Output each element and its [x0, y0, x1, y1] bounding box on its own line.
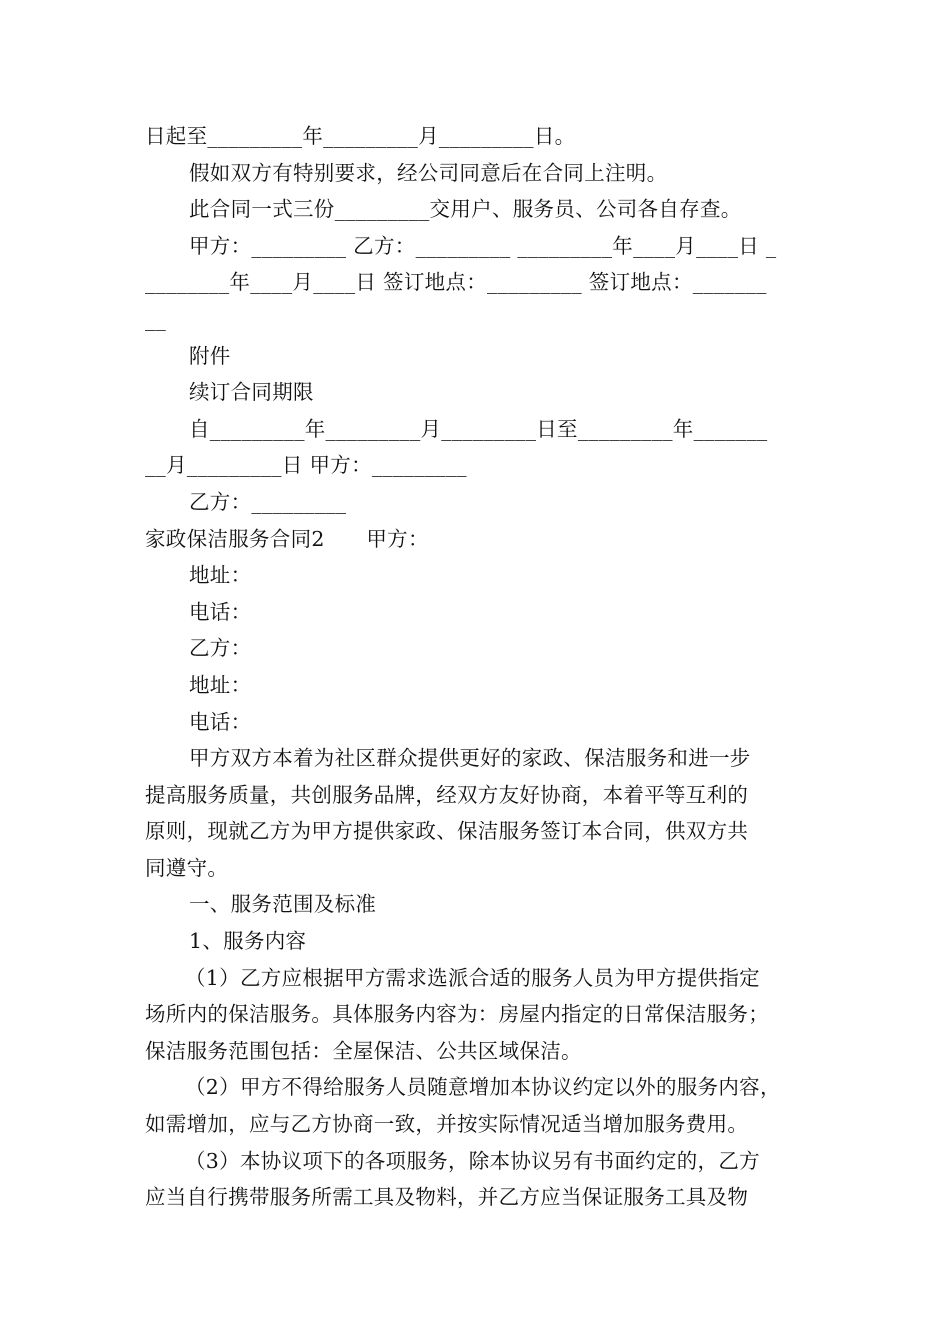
text-line: 乙方：_________ — [189, 489, 347, 514]
text-line: 如需增加，应与乙方协商一致，并按实际情况适当增加服务费用。 — [145, 1112, 749, 1137]
section-heading: 1、服务内容 — [189, 929, 307, 954]
text-line: 此合同一式三份_________交用户、服务员、公司各自存查。 — [189, 197, 742, 222]
text-line: 假如双方有特别要求，经公司同意后在合同上注明。 — [189, 160, 668, 185]
text-line: 自_________年_________月_________日至_________年_______ — [189, 416, 768, 441]
field-label: 电话： — [189, 599, 252, 624]
text-line: 日起至_________年_________月_________日。 — [145, 124, 576, 148]
text-line: __ — [145, 306, 167, 331]
text-line: （3）本协议项下的各项服务，除本协议另有书面约定的，乙方 — [185, 1148, 760, 1173]
text-line: 原则，现就乙方为甲方提供家政、保洁服务签订本合同，供双方共 — [145, 819, 749, 844]
section-heading: 续订合同期限 — [189, 380, 314, 405]
text-line: 提高服务质量，共创服务品牌，经双方友好协商，本着平等互利的 — [145, 782, 749, 807]
field-label: 电话： — [189, 709, 252, 734]
signature-line: ________年____月____日 签订地点：_________ 签订地点：_______ — [145, 270, 767, 295]
text-line: 保洁服务范围包括：全屋保洁、公共区域保洁。 — [145, 1038, 582, 1063]
field-label: 地址： — [189, 672, 252, 697]
section-heading: 一、服务范围及标准 — [189, 892, 377, 917]
text-line: （2）甲方不得给服务人员随意增加本协议约定以外的服务内容， — [185, 1075, 781, 1100]
text-line: 甲方双方本着为社区群众提供更好的家政、保洁服务和进一步 — [189, 746, 751, 771]
field-label: 地址： — [189, 563, 252, 588]
text-line: 场所内的保洁服务。具体服务内容为：房屋内指定的日常保洁服务； — [145, 1002, 769, 1027]
section-heading: 附件 — [189, 343, 231, 368]
text-line: （1）乙方应根据甲方需求选派合适的服务人员为甲方提供指定 — [185, 965, 760, 990]
text-line: __月_________日 甲方：_________ — [145, 453, 467, 478]
text-line: 应当自行携带服务所需工具及物料，并乙方应当保证服务工具及物 — [145, 1185, 749, 1210]
text-line: 同遵守。 — [145, 855, 229, 880]
field-label: 乙方： — [189, 636, 252, 661]
signature-line: 甲方：_________ 乙方：_________ _________年____月____日 _ — [189, 233, 777, 258]
contract-title: 家政保洁服务合同2 甲方： — [145, 526, 429, 551]
